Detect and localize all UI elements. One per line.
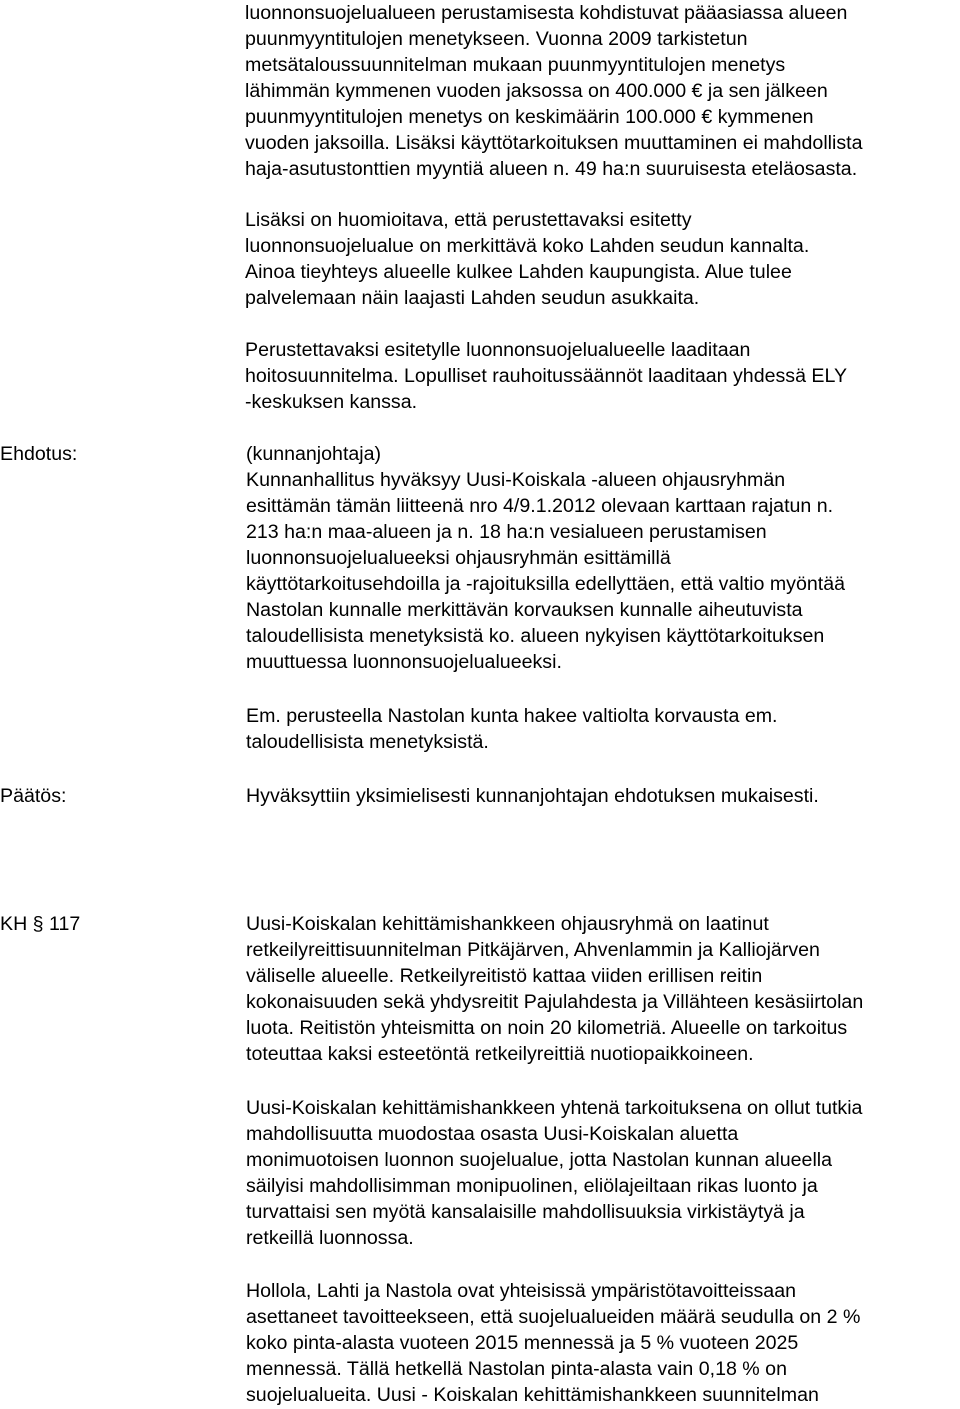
text-line: koko pinta-alasta vuoteen 2015 mennessä ja 5 % vuoteen 2025: [246, 1332, 799, 1354]
text-line: Hollola, Lahti ja Nastola ovat yhteisissä ympäristötavoitteissaan: [246, 1280, 796, 1302]
text-line: luota. Reitistön yhteismitta on noin 20 kilometriä. Alueelle on tarkoitus: [246, 1017, 848, 1039]
text-line: turvattaisi sen myötä kansalaisille mahdollisuuksia virkistäytyä ja: [246, 1201, 805, 1223]
text-line: suojelualueita. Uusi - Koiskalan kehittämishankkeen suunnitelman: [246, 1384, 819, 1406]
text-line: vuoden jaksoilla. Lisäksi käyttötarkoituksen muuttaminen ei mahdollista: [245, 132, 863, 154]
ehdotus-label: Ehdotus:: [0, 443, 78, 465]
text-line: 213 ha:n maa-alueen ja n. 18 ha:n vesialueen perustamisen: [246, 521, 767, 543]
paatos-label: Päätös:: [0, 785, 67, 807]
text-line: lähimmän kymmenen vuoden jaksossa on 400.000 € ja sen jälkeen: [245, 80, 828, 102]
text-line: (kunnanjohtaja): [246, 443, 382, 465]
text-line: Em. perusteella Nastolan kunta hakee valtiolta korvausta em.: [246, 705, 778, 727]
text-line: mahdollisuutta muodostaa osasta Uusi-Koiskalan aluetta: [246, 1123, 739, 1145]
text-line: puunmyyntitulojen menetykseen. Vuonna 2009 tarkistetun: [245, 28, 748, 50]
text-line: retkeillä luonnossa.: [246, 1227, 414, 1249]
text-line: Perustettavaksi esitetylle luonnonsuojelualueelle laaditaan: [245, 339, 751, 361]
text-line: luonnonsuojelualueen perustamisesta kohdistuvat pääasiassa alueen: [245, 2, 848, 24]
decision-text: Hyväksyttiin yksimielisesti kunnanjohtajan ehdotuksen mukaisesti.: [246, 785, 819, 807]
text-line: väliselle alueelle. Retkeilyreitistö kattaa viiden erillisen reitin: [246, 965, 763, 987]
text-line: monimuotoisen luonnon suojelualue, jotta Nastolan kunnan alueella: [246, 1149, 833, 1171]
text-line: käyttötarkoitusehdoilla ja -rajoituksilla edellyttäen, että valtio myöntää: [246, 573, 846, 595]
text-line: luonnonsuojelualue on merkittävä koko Lahden seudun kannalta.: [245, 235, 810, 257]
text-line: palvelemaan näin laajasti Lahden seudun asukkaita.: [245, 287, 700, 309]
text-line: puunmyyntitulojen menetys on keskimäärin 100.000 € kymmenen: [245, 106, 814, 128]
text-line: muuttuessa luonnonsuojelualueeksi.: [246, 651, 562, 673]
text-line: Uusi-Koiskalan kehittämishankkeen ohjausryhmä on laatinut: [246, 913, 769, 935]
text-line: mennessä. Tällä hetkellä Nastolan pinta-alasta vain 0,18 % on: [246, 1358, 787, 1380]
text-line: metsätaloussuunnitelman mukaan puunmyyntitulojen menetys: [245, 54, 786, 76]
text-line: retkeilyreittisuunnitelman Pitkäjärven, Ahvenlammin ja Kalliojärven: [246, 939, 820, 961]
text-line: -keskuksen kanssa.: [245, 391, 418, 413]
text-line: haja-asutustonttien myyntiä alueen n. 49 ha:n suuruisesta eteläosasta.: [245, 158, 858, 180]
text-line: taloudellisista menetyksistä.: [246, 731, 489, 753]
text-line: taloudellisista menetyksistä ko. alueen nykyisen käyttötarkoituksen: [246, 625, 825, 647]
text-line: säilyisi mahdollisimman monipuolinen, eliölajeiltaan rikas luonto ja: [246, 1175, 818, 1197]
text-line: luonnonsuojelualueeksi ohjausryhmän esittämillä: [246, 547, 671, 569]
text-line: Kunnanhallitus hyväksyy Uusi-Koiskala -alueen ohjausryhmän: [246, 469, 786, 491]
text-line: kokonaisuuden sekä yhdysreitit Pajulahdesta ja Villähteen kesäsiirtolan: [246, 991, 864, 1013]
text-line: Lisäksi on huomioitava, että perustettavaksi esitetty: [245, 209, 692, 231]
text-line: Uusi-Koiskalan kehittämishankkeen yhtenä tarkoituksena on ollut tutkia: [246, 1097, 863, 1119]
text-line: Ainoa tieyhteys alueelle kulkee Lahden kaupungista. Alue tulee: [245, 261, 792, 283]
text-line: Nastolan kunnalle merkittävän korvauksen kunnalle aiheutuvista: [246, 599, 803, 621]
text-line: esittämän tämän liitteenä nro 4/9.1.2012 olevaan karttaan rajatun n.: [246, 495, 834, 517]
text-line: toteuttaa kaksi esteetöntä retkeilyreittiä nuotiopaikkoineen.: [246, 1043, 754, 1065]
text-line: asettaneet tavoitteekseen, että suojelualueiden määrä seudulla on 2 %: [246, 1306, 861, 1328]
section-number: KH § 117: [0, 913, 81, 935]
text-line: hoitosuunnitelma. Lopulliset rauhoitussäännöt laaditaan yhdessä ELY: [245, 365, 848, 387]
